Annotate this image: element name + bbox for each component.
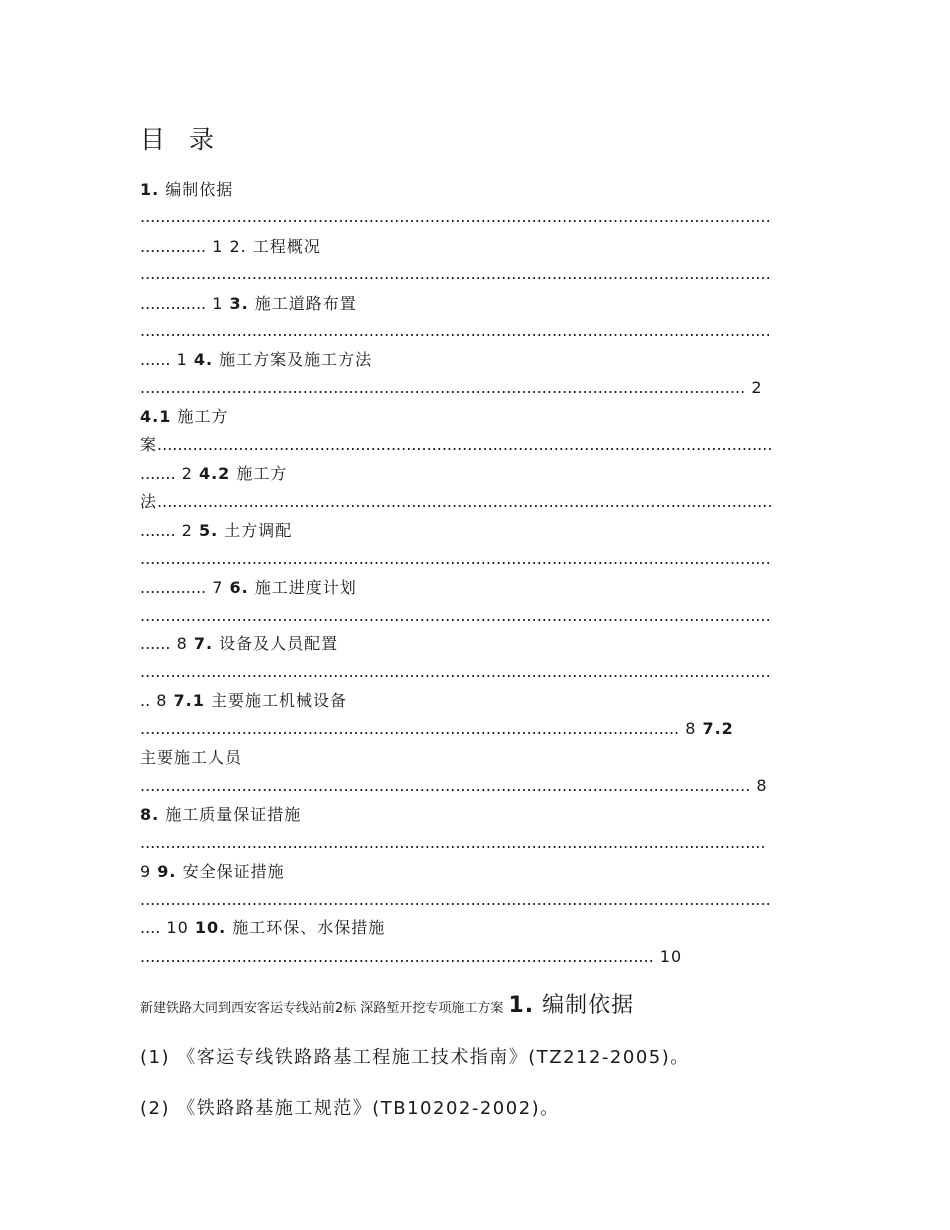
toc-line [140,491,772,513]
toc-leader-dots: ............................................................................................................................ [140,606,771,625]
toc-line [140,434,772,456]
toc-line [140,718,734,740]
toc-leader-dots: ............. [140,237,207,256]
toc-leader-dots: ............................................................................................................................ [140,207,771,226]
toc-line [140,206,771,228]
toc-line [140,775,768,797]
toc-entry-number: 4.1 [140,407,172,426]
toc-line [140,406,228,428]
toc-leader-dots: ............. [140,578,207,597]
toc-entry-text: 施工质量保证措施 [159,805,302,824]
toc-entry-number: 1. [140,180,160,199]
document-running-header: 新建铁路大同到西安客运专线站前2标 深路堑开挖专项施工方案 [140,1001,504,1016]
toc-line [140,293,357,315]
toc-entry-number: 4. [193,350,214,369]
toc-entry-number: 3. [229,294,249,313]
toc-entry-number: 10. [194,918,227,937]
toc-leader-dots: ...... [140,634,171,653]
toc-entry-number: 8. [140,805,160,824]
toc-entry-text: 法 [140,492,158,511]
toc-line [140,463,287,485]
toc-leader-dots: ...... [140,350,171,369]
toc-entry-text: 编制依据 [159,180,234,199]
toc-entry-text: 施工进度计划 [248,578,357,597]
toc-line [140,520,292,542]
toc-entry-text: 设备及人员配置 [213,634,339,653]
toc-entry-text: 施工方案及施工方法 [213,350,373,369]
page-header-and-section-heading [140,988,634,1019]
toc-leader-dots: ....... [140,521,176,540]
toc-leader-dots: ........................................................................................................................ [140,776,751,795]
toc-entry-number: 7.2 [702,719,734,738]
toc-line [140,605,771,627]
toc-leader-dots: ............................................................................................................................ [140,662,771,681]
toc-leader-dots: ............................................................................................................................ [140,890,771,909]
toc-entry-text: 2 [745,378,763,397]
toc-line [140,548,771,570]
toc-entry-text: 案 [140,435,158,454]
toc-line [140,320,771,342]
toc-entry-text: 1 2. 工程概况 [206,237,321,256]
toc-entry-text: 土方调配 [218,521,293,540]
toc-leader-dots: ......................................................................................................................... [157,492,773,511]
toc-leader-dots: ............. [140,294,207,313]
toc-line [140,633,338,655]
toc-line [140,179,233,201]
toc-leader-dots: ....................................................................................................................... [140,378,746,397]
toc-entry-number: 7. [193,634,214,653]
toc-leader-dots: ....... [140,464,176,483]
reference-item: (1) 《客运专线铁路路基工程施工技术指南》(TZ212-2005)。 [140,1047,690,1068]
toc-entry-text: 9 [140,862,158,881]
toc-entry-text: 施工方 [171,407,229,426]
toc-leader-dots: ............................................................................................................................ [140,321,771,340]
toc-entry-text: 8 [750,776,768,795]
toc-leader-dots: ..................................................................................................... [140,947,654,966]
toc-line [140,690,347,712]
toc-leader-dots: ........................................................................................................................... [140,833,766,852]
toc-entry-number: 5. [198,521,219,540]
toc-line [140,377,763,399]
toc-line [140,263,771,285]
toc-entry-text: 主要施工机械设备 [204,691,347,710]
toc-line [140,577,357,599]
toc-entry-text: 8 [150,691,174,710]
reference-item: (2) 《铁路路基施工规范》(TB10202-2002)。 [140,1098,560,1119]
toc-line [140,917,385,939]
toc-entry-text: 10 [160,918,195,937]
toc-line [140,349,372,371]
toc-leader-dots: .... [140,918,161,937]
toc-entry-text: 施工环保、水保措施 [226,918,386,937]
toc-leader-dots: ............................................................................................................................ [140,549,771,568]
toc-leader-dots: ............................................................................................................................ [140,264,771,283]
toc-line [140,661,771,683]
toc-entry-text: 8 [170,634,194,653]
toc-entry-text: 2 [175,521,199,540]
toc-line [140,861,285,883]
section-1-number: 1. [508,993,535,1018]
toc-entry-number: 9. [157,862,177,881]
toc-line [140,832,766,854]
toc-line [140,804,301,826]
toc-entry-text: 7 [206,578,230,597]
section-1-title: 编制依据 [534,993,635,1018]
toc-entry-text: 施工道路布置 [248,294,357,313]
toc-leader-dots: .. [140,691,151,710]
toc-leader-dots: .......................................................................................................... [140,719,680,738]
toc-entry-text: 8 [679,719,703,738]
toc-entry-text: 主要施工人员 [140,748,243,767]
toc-entry-text: 2 [175,464,199,483]
toc-entry-number: 4.2 [198,464,231,483]
toc-line [140,946,682,968]
toc-entry-text: 10 [653,947,683,966]
toc-entry-text: 1 [170,350,194,369]
toc-line [140,889,771,911]
toc-entry-text: 施工方 [230,464,288,483]
toc-entry-text: 1 [206,294,230,313]
toc-line [140,747,242,769]
toc-title: 目 录 [140,125,222,154]
toc-entry-text: 安全保证措施 [176,862,285,881]
toc-line [140,236,321,258]
toc-leader-dots: ......................................................................................................................... [157,435,773,454]
toc-entry-number: 6. [229,578,249,597]
section-1-heading [509,993,635,1018]
toc-entry-number: 7.1 [173,691,205,710]
